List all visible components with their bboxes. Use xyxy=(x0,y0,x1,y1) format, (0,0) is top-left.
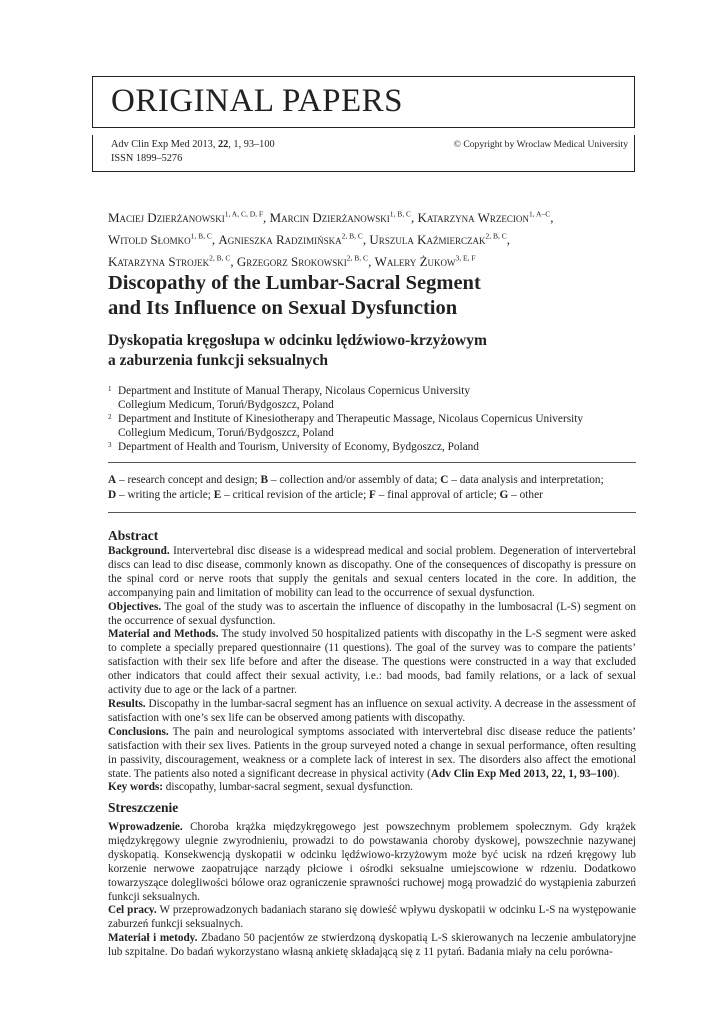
contribution-legend: A – research concept and design; B – collection and/or assembly of data; C – data analysis and interpretation; D – writing the article; E – critical revision of the article; F – final approval of article; G – other xyxy=(108,474,604,501)
author: Witold Słomko$^{1, B, C}$, xyxy=(108,231,219,248)
divider xyxy=(108,512,636,513)
author: Katarzyna Strojek$^{2, B, C}$, xyxy=(108,253,237,269)
copyright: © Copyright by Wroclaw Medical University xyxy=(453,139,628,150)
section-title: ORIGINAL PAPERS xyxy=(111,83,404,119)
volume: 22 xyxy=(217,139,229,150)
citation: Adv Clin Exp Med 2013, 22, 1, 93–100 ISSN 1899–5276 xyxy=(111,139,275,164)
author: Grzegorz Srokowski$^{2, B, C}$, xyxy=(236,253,375,269)
abstract-paragraph: Background. Intervertebral disc disease is a widespread medical and social problem. Degeneration of intervertebral discs can lead to disc disease, commonly known as discopathy. One of the consequences of discopathy is pressure on the spinal cord or nerve roots that supply the genitals and sexual centers located in the core. In addition, the accompanying pain and limitation of mobility can lead to the occurrence of sexual dysfunction. xyxy=(108,545,636,599)
streszczenie-paragraph: Cel pracy. W przeprowadzonych badaniach starano się dowieść wpływu dyskopatii w odcinku L-S na występowanie zaburzeń funkcji seksualnych. xyxy=(108,904,636,931)
affiliations xyxy=(108,384,638,454)
abstract-paragraph: Objectives. The goal of the study was to ascertain the influence of discopathy in the lumbosacral (L-S) segment on the occurrence of sexual dysfunction. xyxy=(108,600,636,627)
abstract-body xyxy=(108,545,636,781)
section-header-box xyxy=(92,76,635,128)
keywords: Key words: discopathy, lumbar-sacral segment, sexual dysfunction. xyxy=(108,781,414,793)
streszczenie-heading: Streszczenie xyxy=(108,800,179,815)
abstract-paragraph: Material and Methods. The study involved 50 hospitalized patients with discopathy in the L-S segment were asked to complete a specially prepared questionnaire (11 questions). The goal of the survey was to compare the patients’ satisfaction with their sex life before and after the disease. The questions were constructed in a way that excluded other indicators that could affect their sexual activity, i.e.: bad moods, bad family relations, or a lack of sexual activity due to age or the lack of a partner. xyxy=(108,628,636,697)
abstract-paragraph: Results. Discopathy in the lumbar-sacral segment has an influence on sexual activity. A decrease in the assessment of satisfaction with one’s sex life can be observed among patients with discopathy. xyxy=(108,697,636,724)
author: Maciej Dzierżanowski$^{1, A, C, D, F}$, xyxy=(108,210,270,226)
abstract-paragraph: Conclusions. The pain and neurological symptoms associated with intervertebral disc disease reduce the patients’ satisfaction with their sex lives. Patients in the group surveyed noted a change in sexual performance, often resulting in passivity, discouragement, weakness or a complete lack of interest in sex. The disorders also affect the emotional state. The patients also noted a significant decrease in physical activity (Adv Clin Exp Med 2013, 22, 1, 93–100). xyxy=(108,725,636,780)
author: Agnieszka Radzimińska$^{2, B, C}$, xyxy=(218,231,370,248)
abstract-heading: Abstract xyxy=(108,528,159,543)
article-title-en: Discopathy of the Lumbar-Sacral Segment and Its Influence on Sexual Dysfunction xyxy=(108,272,481,319)
affiliation: 2 Department and Institute of Kinesiotherapy and Therapeutic Massage, Nicolaus Copernicus University Collegium Medicum, Toruń/Bydgoszcz, Poland xyxy=(108,413,584,439)
divider xyxy=(108,462,636,463)
article-title-pl: Dyskopatia kręgosłupa w odcinku lędźwiowo-krzyżowym a zaburzenia funkcji seksualnych xyxy=(108,332,487,369)
journal-meta-box xyxy=(92,135,635,172)
issn: ISSN 1899–5276 xyxy=(111,153,183,164)
streszczenie-paragraph: Materiał i metody. Zbadano 50 pacjentów ze stwierdzoną dyskopatią L-S skierowanych na leczenie ambulatoryjne lub szpitalne. Do badań wykorzystano własną ankietę składającą się z 11 pytań. Badania miały na celu porówna- xyxy=(108,932,637,959)
author: Urszula Kaźmierczak$^{2, B, C}$, xyxy=(369,231,510,248)
affiliation: 1 Department and Institute of Manual Therapy, Nicolaus Copernicus University Collegium Medicum, Toruń/Bydgoszcz, Poland xyxy=(108,385,470,411)
affiliation: 3 Department of Health and Tourism, University of Economy, Bydgoszcz, Poland xyxy=(108,441,479,453)
streszczenie-paragraph: Wprowadzenie. Choroba krążka międzykręgowego jest powszechnym problemem społecznym. Gdy krążek międzykręgowy ulegnie zwyrodnieniu, prowadzi to do powstawania choroby dyskowej, powszechnie nazywanej dyskopatią. Konsekwencją dyskopatii w odcinku lędźwiowo-krzyżowym może być ucisk na rdzeń kręgowy lub korzenie nerwowe zaopatrujące narządy płciowe i ośrodki seksualne umiejscowione w rdzeniu. Dodatkowo towarzyszące dolegliwości bólowe oraz ograniczenie sprawności ruchowej mogą prowadzić do wystąpienia zaburzeń funkcji seksualnych. xyxy=(108,821,636,903)
streszczenie-body xyxy=(108,821,636,960)
author: Walery Żukow$^{3, E, F}$ xyxy=(374,253,476,269)
author-list xyxy=(108,206,638,271)
author: Marcin Dzierżanowski$^{1, B, C}$, xyxy=(269,210,418,226)
author: Katarzyna Wrzecion$^{1, A-C}$, xyxy=(417,210,554,226)
